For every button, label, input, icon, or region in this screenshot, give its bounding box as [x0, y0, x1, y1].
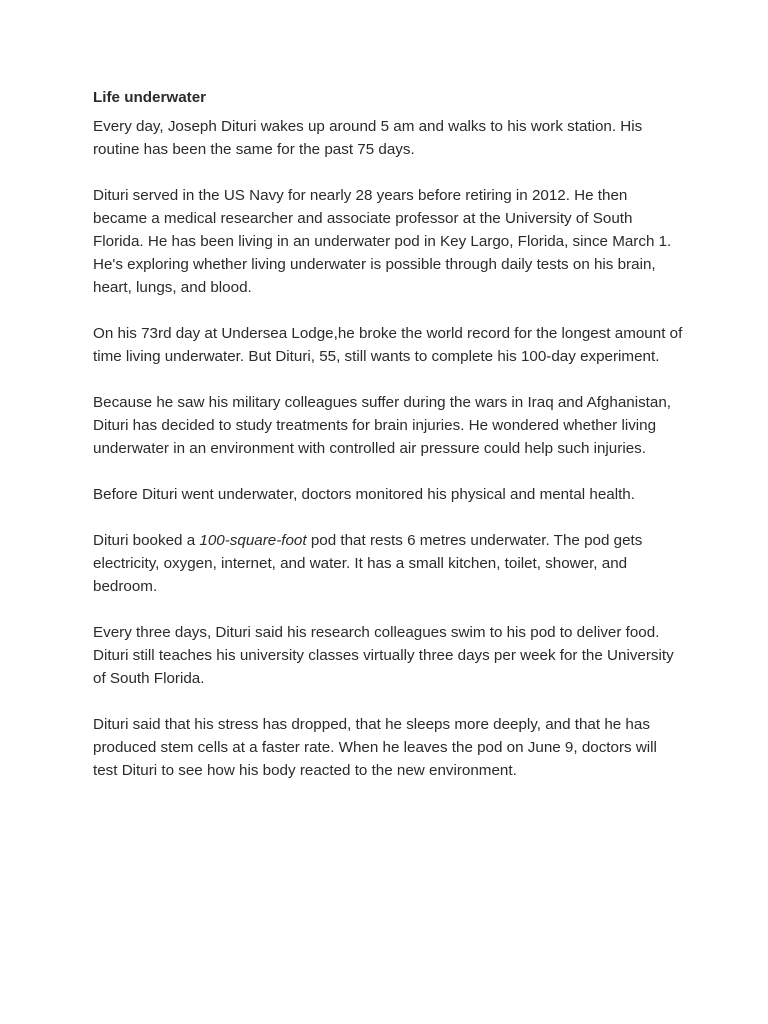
paragraph-routine: Every day, Joseph Dituri wakes up around 5 am and walks to his work station. His routine has been the same for the past 75 days.: [93, 118, 643, 158]
pod-text-before: Dituri booked a: [93, 532, 200, 549]
document-page: [93, 86, 683, 782]
document-title: Life underwater: [93, 89, 207, 106]
paragraph-motivation: Because he saw his military colleagues suffer during the wars in Iraq and Afghanistan, Dituri has decided to study treatments for brain injuries. He wondered whether living underwater in an environment with controlled air pressure could help such injuries.: [93, 394, 672, 457]
paragraph-pod: [93, 529, 683, 598]
pod-size-italic: 100-square-foot: [199, 532, 307, 549]
paragraph-world-record: On his 73rd day at Undersea Lodge,he broke the world record for the longest amount of time living underwater. But Dituri, 55, still wants to complete his 100-day experiment.: [93, 325, 683, 365]
paragraph-background: Dituri served in the US Navy for nearly 28 years before retiring in 2012. He then became a medical researcher and associate professor at the University of South Florida. He has been living in an underwater pod in Key Largo, Florida, since March 1. He's exploring whether living underwater is possible through daily tests on his brain, heart, lungs, and blood.: [93, 187, 672, 296]
pod-text-after: pod that rests 6 metres underwater. The pod gets electricity, oxygen, internet, and water. It has a small kitchen, toilet, shower, and bedroom.: [93, 532, 643, 595]
paragraph-food-delivery: Every three days, Dituri said his research colleagues swim to his pod to deliver food. Dituri still teaches his university classes virtually three days per week for the University of South Florida.: [93, 624, 674, 687]
paragraph-monitoring: Before Dituri went underwater, doctors monitored his physical and mental health.: [93, 486, 635, 503]
paragraph-results: Dituri said that his stress has dropped, that he sleeps more deeply, and that he has produced stem cells at a faster rate. When he leaves the pod on June 9, doctors will test Dituri to see how his body reacted to the new environment.: [93, 716, 657, 779]
